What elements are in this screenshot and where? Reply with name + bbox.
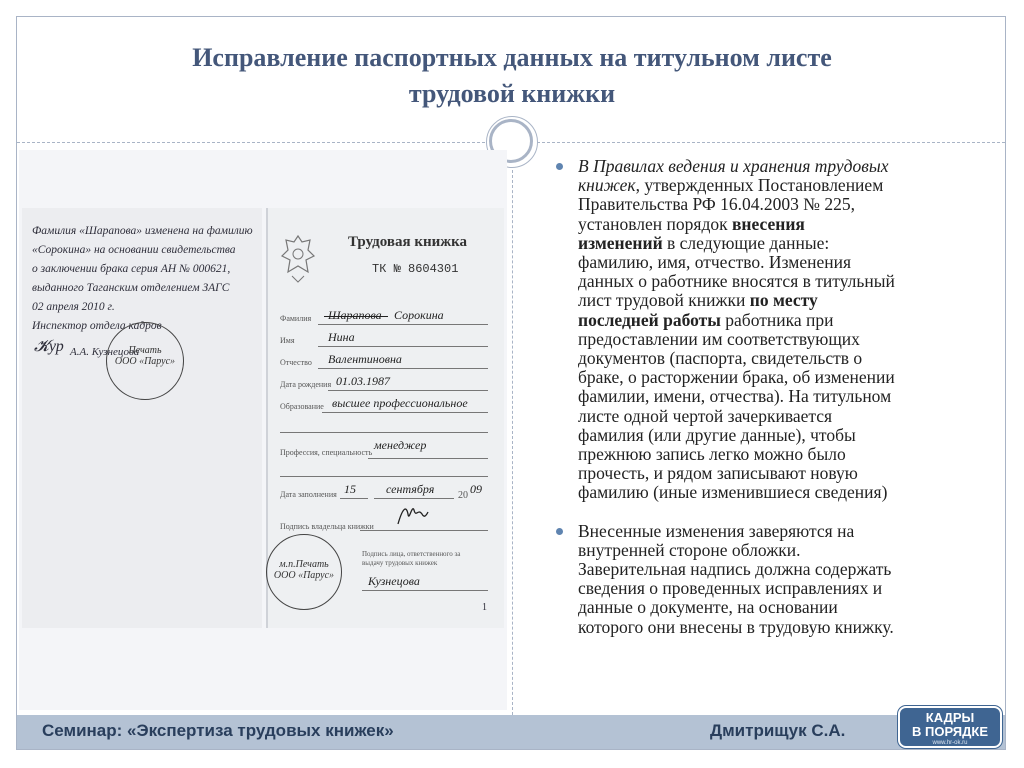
note-line: 02 апреля 2010 г. [32,301,115,313]
text-line: фамилия (или другие данные), чтобы [578,424,856,445]
bullet-icon [556,163,563,170]
field-line [362,590,488,591]
responsible-signature: Кузнецова [368,574,420,588]
rules-text [556,157,988,637]
field-label: Отчество [280,358,312,367]
text-line: прочесть, и рядом записывают новую [578,463,858,484]
text-line: Внесенные изменения заверяются на [578,520,855,541]
patronymic-value: Валентиновна [328,352,402,366]
inner-cover-page [22,208,262,628]
correction-note [32,222,262,336]
title-line-1: Исправление паспортных данных на титульном листе [192,43,832,72]
author-name: Дмитрищук С.А. [710,721,846,740]
fill-year-prefix: 20 [458,490,468,501]
stamp-line: Печать [128,345,162,356]
vertical-divider [512,170,513,715]
note-line: «Сорокина» на основании свидетельства [32,244,236,256]
title-line-2: трудовой книжки [408,79,616,108]
field-label: Дата рождения [280,380,332,389]
text-line: В Правилах ведения и хранения трудовых [578,156,889,176]
fill-day: 15 [344,482,356,496]
text-line: браке, о расторжении брака, об изменении [578,367,895,388]
text-line: установлен порядок внесения [578,213,805,234]
text-line: внутренней стороне обложки. [578,539,801,560]
field-line [340,498,368,499]
text-line: книжек, утвержденных Постановлением [578,175,884,196]
text-line: предоставлении им соответствующих [578,328,860,349]
text-line: которого они внесены в трудовую книжку. [578,616,894,637]
field-label: Подпись владельца книжки [280,522,374,531]
field-line [318,368,488,369]
text-line: данные о документе, на основании [578,597,838,618]
text-line: Правительства РФ 16.04.2003 № 225, [578,194,855,215]
page-number: 1 [482,602,487,613]
note-line: Фамилия «Шарапова» изменена на фамилию [32,225,253,237]
coat-of-arms-icon [280,232,316,284]
book-title: Трудовая книжка [348,234,468,250]
book-number: ТК № 8604301 [372,262,459,276]
seminar-title: Семинар: «Экспертиза трудовых книжек» [42,721,394,740]
note-line: выданного Таганским отделением ЗАГС [32,282,230,294]
text-line: данных о работнике вносятся в титульный [578,271,895,292]
logo-line-2: В ПОРЯДКЕ [911,724,988,739]
field-line [374,498,454,499]
text-line: фамилию (иные изменившиеся сведения) [578,482,888,503]
text-line: листе одной чертой зачеркивается [578,405,833,426]
note-line: Инспектор отдела кадров [32,320,162,332]
inspector-signature: 𝓚ур [34,338,64,355]
text-line: фамилии, имени, отчества). На титульном [578,386,892,407]
strikethrough-line [324,316,388,317]
note-line: о заключении брака серия АН № 000621, [32,263,231,275]
text-line: Заверительная надпись должна содержать [578,559,892,580]
text-line: фамилию, имя, отчество. Изменения [578,252,851,273]
text-line: документов (паспорта, свидетельств о [578,348,863,369]
text-line: изменений в следующие данные: [578,232,830,253]
text-line: лист трудовой книжки по месту [578,290,818,311]
text-line: последней работы работника при [578,309,834,330]
field-label: Образование [280,402,324,411]
fill-month: сентября [386,482,435,496]
owner-signature-icon [394,500,430,530]
work-book-scan [22,208,504,630]
logo-line-1: КАДРЫ [925,710,975,725]
text-line: прежнюю запись легко можно было [578,444,846,465]
field-label: Подпись лица, ответственного за выдачу трудовых книжек [362,550,461,567]
profession-value: менеджер [374,438,427,452]
company-stamp [266,534,342,610]
field-label: Фамилия [280,314,312,323]
stamp-line: м.п.Печать [279,559,329,570]
field-line [280,476,488,477]
slide-title [40,40,984,112]
inspector-name: А.А. Кузнецова [70,346,140,358]
field-line [328,390,488,391]
education-value: высшее профессиональное [332,396,468,410]
field-line [318,324,488,325]
field-label: Имя [280,336,295,345]
field-line [368,458,488,459]
fill-year: 09 [470,482,482,496]
bullet-icon [556,528,563,535]
field-label: Дата заполнения [280,490,337,499]
stamp-line: ООО «Парус» [273,570,335,581]
field-line [318,346,488,347]
surname-new: Сорокина [394,308,444,322]
field-line [360,530,488,531]
company-stamp [106,322,184,400]
field-label: Профессия, специальность [280,448,373,457]
logo-url: www.hr-ok.ru [932,740,968,746]
name-value: Нина [328,330,355,344]
surname-old: Шарапова [328,308,382,322]
birth-value: 01.03.1987 [336,374,390,388]
field-line [322,412,488,413]
brand-logo[interactable] [898,706,1002,748]
bullet-item [556,522,988,637]
text-line: сведения о проведенных исправлениях и [578,578,883,599]
field-line [280,432,488,433]
bullet-item [556,157,988,503]
stamp-line: ООО «Парус» [114,356,176,367]
